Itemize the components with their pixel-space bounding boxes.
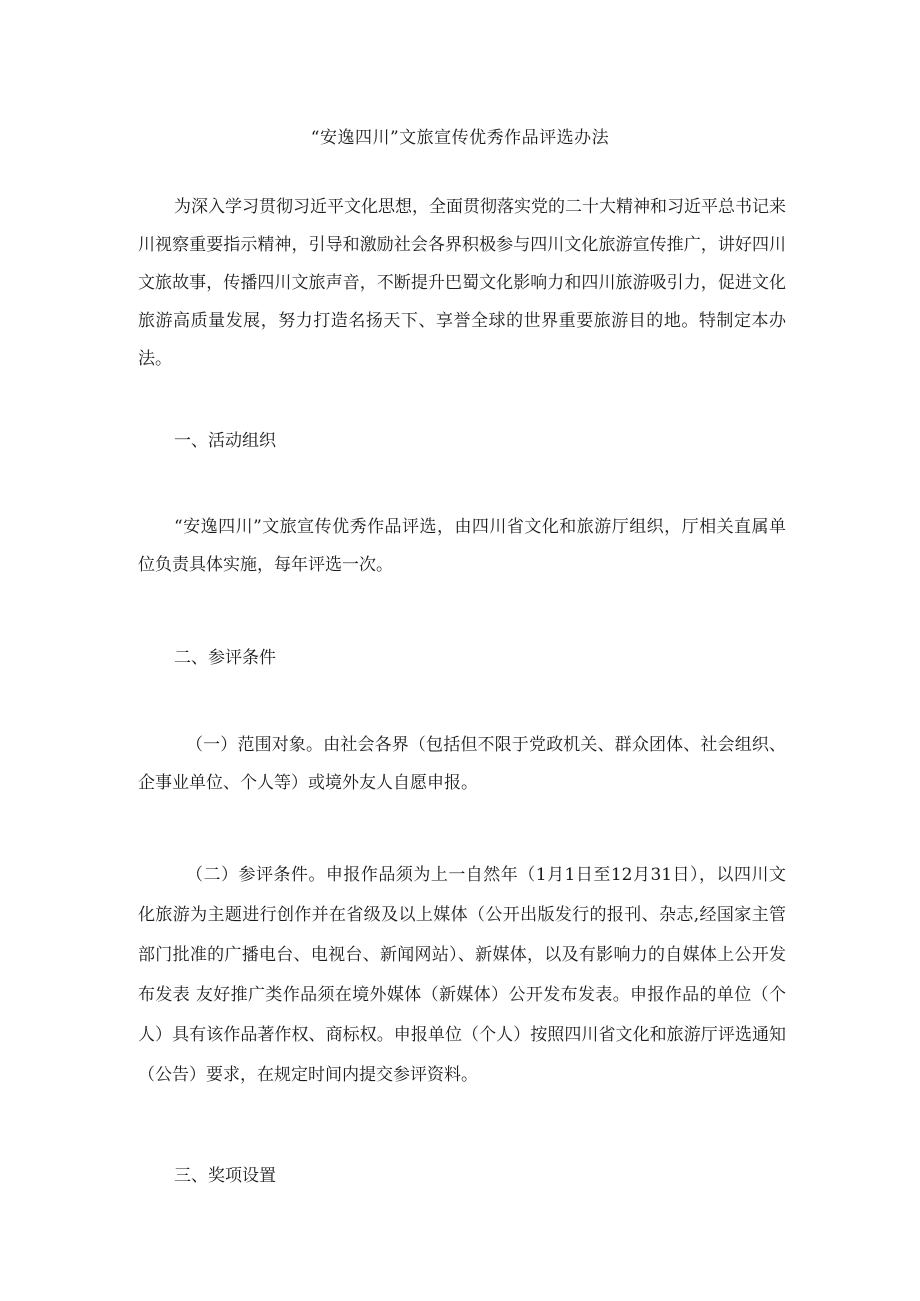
section-heading-organization: 一、活动组织	[174, 431, 276, 451]
conditions-block	[138, 855, 786, 1095]
scope-block	[138, 726, 786, 802]
organization-block	[138, 508, 786, 584]
intro-block	[138, 188, 786, 378]
scope-paragraph: （一）范围对象。由社会各界（包括但不限于党政机关、群众团体、社会组织、企事业单位、个人等）或境外友人自愿申报。	[138, 735, 786, 793]
conditions-paragraph: （二）参评条件。申报作品须为上一自然年（1月1日至12月31日），以四川文化旅游为主题进行创作并在省级及以上媒体（公开出版发行的报刊、杂志,经国家主管部门批准的广播电台、电视台、新闻网站）、新媒体，以及有影响力的自媒体上公开发布发表 友好推广类作品须在境外媒体（新媒体）公开发布发表。申报作品的单位（个人）具有该作品著作权、商标权。申报单位（个人）按照四川省文化和旅游厅评选通知（公告）要求，在规定时间内提交参评资料。	[138, 865, 786, 1085]
intro-paragraph: 为深入学习贯彻习近平文化思想，全面贯彻落实党的二十大精神和习近平总书记来川视察重要指示精神，引导和激励社会各界积极参与四川文化旅游宣传推广，讲好四川文旅故事，传播四川文旅声音，不断提升巴蜀文化影响力和四川旅游吸引力，促进文化旅游高质量发展，努力打造名扬天下、享誉全球的世界重要旅游目的地。特制定本办法。	[138, 197, 786, 369]
document-title: “安逸四川”文旅宣传优秀作品评选办法	[310, 128, 610, 148]
section-heading-awards: 三、奖项设置	[174, 1166, 276, 1186]
section-heading-eligibility: 二、参评条件	[174, 648, 276, 668]
organization-paragraph: “安逸四川”文旅宣传优秀作品评选，由四川省文化和旅游厅组织，厅相关直属单位负责具体实施，每年评选一次。	[138, 517, 786, 575]
